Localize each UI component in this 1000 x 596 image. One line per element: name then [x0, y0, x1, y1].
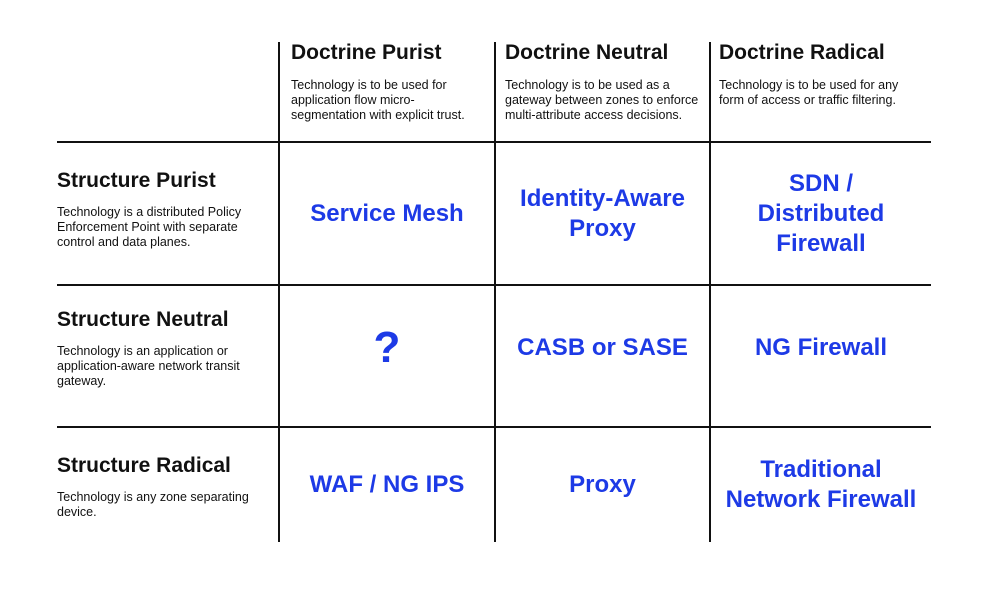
matrix-cell: WAF / NG IPS	[309, 471, 465, 498]
matrix-cell: Traditional Network Firewall	[725, 456, 917, 513]
row-description: Technology is a distributed Policy Enforcement Point with separate control and data planes.	[57, 205, 242, 249]
matrix-cell: Identity-Aware Proxy	[520, 184, 685, 242]
row-header-structure-purist	[57, 168, 267, 250]
row-title: Structure Purist	[57, 169, 216, 192]
column-header-doctrine-radical	[719, 40, 931, 108]
row-title: Structure Radical	[57, 454, 231, 477]
row-header-structure-radical	[57, 453, 267, 520]
matrix-cell: SDN / Distributed Firewall	[757, 169, 885, 257]
column-title: Doctrine Neutral	[505, 41, 669, 64]
row-description: Technology is an application or application-aware network transit gateway.	[57, 344, 240, 388]
matrix-cell-unknown: ?	[373, 323, 401, 372]
column-description: Technology is to be used for application flow micro- segmentation with explicit trust.	[291, 78, 465, 122]
matrix-cell: CASB or SASE	[517, 334, 688, 361]
column-description: Technology is to be used as a gateway between zones to enforce multi-attribute access decisions.	[505, 78, 699, 122]
column-header-doctrine-purist	[291, 40, 491, 123]
column-description: Technology is to be used for any form of access or traffic filtering.	[719, 78, 899, 107]
column-header-doctrine-neutral	[505, 40, 710, 123]
matrix-cell: NG Firewall	[754, 334, 888, 361]
column-title: Doctrine Radical	[719, 41, 885, 64]
row-description: Technology is any zone separating device.	[57, 490, 249, 519]
matrix-cell: Service Mesh	[310, 199, 464, 227]
row-title: Structure Neutral	[57, 308, 229, 331]
row-header-structure-neutral	[57, 307, 267, 389]
matrix-cell: Proxy	[569, 471, 636, 498]
column-title: Doctrine Purist	[291, 41, 442, 64]
